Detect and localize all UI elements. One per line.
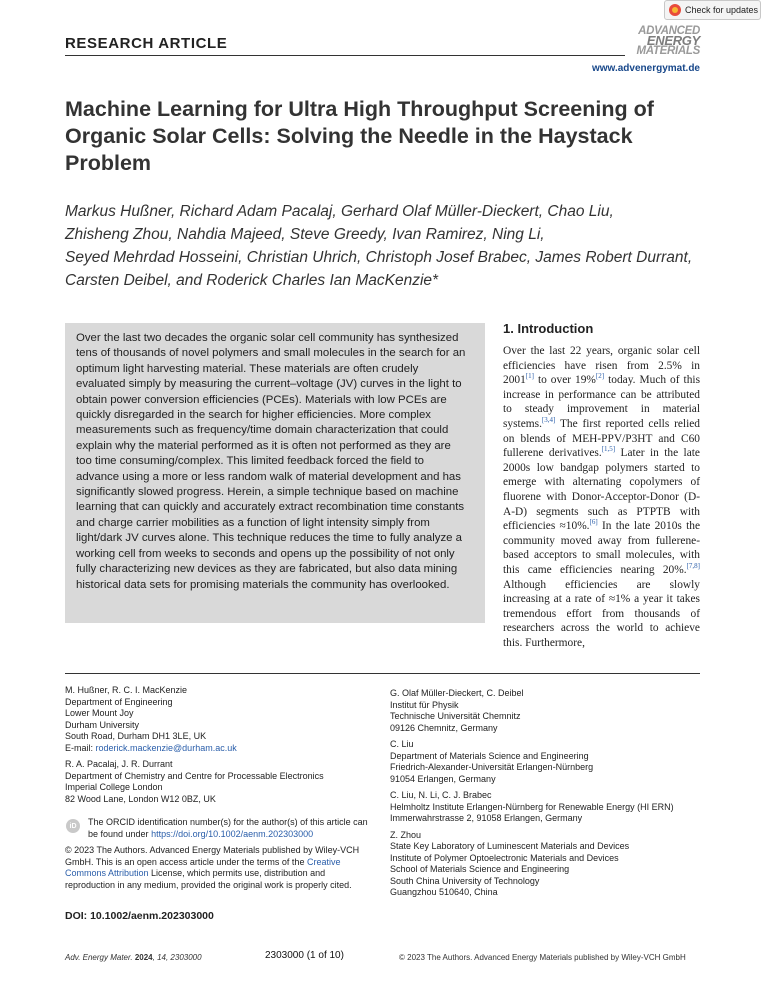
journal-url-link[interactable]: www.advenergymat.de	[592, 63, 700, 74]
abstract-line: quickly disregarded in the search for higher efficiencies. More complex	[76, 409, 431, 422]
abstract-line: too time consuming/complex. This limited feedback forced the field to	[76, 455, 425, 468]
introduction-heading: 1. Introduction	[503, 321, 594, 336]
affiliation-line	[65, 708, 324, 720]
affiliation-text: State Key Laboratory of Luminescent Materials and Devices	[390, 841, 630, 851]
affiliation-text: Lower Mount Joy	[65, 708, 134, 718]
affiliation-line	[65, 743, 324, 755]
abstract-line: evaluated simply by measuring the current–voltage (JV) curves in the light to	[76, 378, 462, 391]
footer-rights: © 2023 The Authors. Advanced Energy Materials published by Wiley-VCH GmbH	[399, 953, 686, 962]
author-line: Seyed Mehrdad Hosseini, Christian Uhrich, Christoph Josef Brabec, James Robert Durrant,	[65, 249, 693, 266]
affiliations-right	[390, 688, 674, 899]
affiliation-line	[390, 864, 674, 876]
affiliation-text: Department of Engineering	[65, 696, 173, 707]
introduction-text	[503, 344, 700, 650]
orcid-note	[88, 817, 378, 840]
abstract-line: light/dark JV curves alone. This technique reduces the time to fully analyze a	[76, 532, 463, 545]
affiliation-text: Institute of Polymer Optoelectronic Materials and Devices	[390, 852, 619, 863]
affiliation-line	[65, 782, 324, 794]
author-list	[65, 200, 705, 292]
footer-volume: , 14, 2303000	[152, 953, 202, 962]
affiliation-text: Immerwahrstrasse 2, 91058 Erlangen, Germany	[390, 813, 583, 823]
affiliation-text: South Road, Durham DH1 3LE, UK	[65, 731, 207, 741]
introduction-segment: Although efficiencies are slowly increasing at a rate of ≈1% a year it takes tremendous effort from thousands of researchers across the world to achieve this. Furthermore,	[503, 578, 700, 649]
affiliation-line	[390, 688, 674, 700]
affiliation-text: Institut für Physik	[390, 699, 459, 710]
affiliation-text: C. Liu, N. Li, C. J. Brabec	[390, 790, 492, 800]
affiliation-text: Department of Chemistry and Centre for Processable Electronics	[65, 770, 324, 781]
affiliation-line	[390, 813, 674, 825]
affiliation-line	[65, 720, 324, 732]
affiliation-line	[390, 841, 674, 853]
affiliation-line	[390, 751, 674, 763]
affiliation-block	[65, 759, 324, 805]
affiliation-line	[65, 697, 324, 709]
orcid-note-text: The ORCID identification number(s) for the author(s) of this article can be found under	[88, 817, 368, 839]
affiliation-line	[390, 774, 674, 786]
affiliation-line	[390, 711, 674, 723]
affiliation-text: 82 Wood Lane, London W12 0BZ, UK	[65, 793, 216, 804]
affiliation-text: Z. Zhou	[390, 829, 422, 840]
affiliation-block	[390, 790, 674, 825]
author-line: Carsten Deibel, and Roderick Charles Ian MacKenzie*	[65, 272, 439, 289]
journal-logo	[628, 26, 700, 56]
affiliation-text: M. Hußner, R. C. I. MacKenzie	[65, 685, 188, 695]
affiliation-line	[390, 802, 674, 814]
introduction-segment: to over 19%	[533, 374, 596, 387]
article-type: RESEARCH ARTICLE	[65, 35, 228, 52]
introduction-segment: Later in the late 2000s low bandgap polymers started to emerge with alternating copolymers of fluorene with Donor-Acceptor-Donor (D-A-D) segments such as PTPTB with efficiencies ≈10%.	[503, 447, 700, 533]
introduction-segment: The first reported cells relied on blends of MEH-PPV/P3HT and C60 fullerene derivatives.	[503, 417, 700, 460]
affiliation-text: South China University of Technology	[390, 875, 540, 886]
author-line: Markus Hußner, Richard Adam Pacalaj, Gerhard Olaf Müller-Dieckert, Chao Liu,	[65, 203, 614, 220]
abstract-text	[76, 331, 475, 593]
affiliation-block	[65, 685, 324, 754]
affiliation-line	[390, 700, 674, 712]
page-number: 2303000 (1 of 10)	[265, 950, 344, 961]
affiliation-divider	[65, 673, 700, 674]
affiliation-text: E-mail:	[65, 742, 96, 753]
affiliation-line	[390, 853, 674, 865]
journal-logo-line: MATERIALS	[636, 45, 700, 57]
abstract-line: explain why the material performed as it is often not performed as they are	[76, 439, 451, 452]
affiliation-text: Technische Universität Chemnitz	[390, 711, 521, 721]
affiliation-block	[390, 830, 674, 899]
abstract-line: optimum light harvesting material. These materials are often crudely	[76, 362, 419, 375]
affiliation-line	[390, 887, 674, 899]
affiliation-text: 09126 Chemnitz, Germany	[390, 722, 498, 733]
citation-ref[interactable]: [2]	[595, 372, 605, 381]
check-updates-label: Check for updates	[685, 5, 759, 15]
introduction-segment: In the late 2010s the community moved away from fullerene-based acceptors to small molecules, with this came efficiencies nearing 20%.	[503, 520, 700, 576]
abstract-line: historical data sets for promising materials the community has overlooked.	[76, 578, 450, 591]
abstract-box	[65, 323, 485, 623]
abstract-line: advance using a more or less random walk of material development and has	[76, 470, 461, 483]
header-divider	[65, 55, 625, 56]
abstract-line: measurements such as frequency/time domain characterization that could	[76, 424, 449, 437]
affiliation-text: School of Materials Science and Engineering	[390, 864, 570, 874]
abstract-line: obtain power conversion efficiencies (PCEs). Materials with low PCEs are	[76, 393, 447, 406]
copyright-text: © 2023 The Authors. Advanced Energy Materials published by Wiley-VCH GmbH. This is an open access article under the terms of the	[65, 845, 360, 867]
affiliations-left	[65, 685, 324, 805]
abstract-line: Over the last two decades the organic solar cell community has synthesized	[76, 332, 459, 344]
check-for-updates-badge[interactable]	[664, 0, 761, 20]
affiliation-text: 91054 Erlangen, Germany	[390, 773, 496, 784]
affiliation-block	[390, 739, 674, 785]
abstract-line: significantly slowed progress. Herein, a simple technique based on machine	[76, 486, 459, 499]
citation-ref[interactable]: [3,4]	[541, 416, 556, 425]
affiliation-text: Guangzhou 510640, China	[390, 887, 498, 897]
affiliation-line	[65, 759, 324, 771]
copyright-text-end: License, which permits use, distribution and reproduction in any medium, provided the original work is properly cited.	[65, 868, 352, 890]
affiliation-line	[390, 762, 674, 774]
affiliation-text: R. A. Pacalaj, J. R. Durrant	[65, 759, 173, 769]
affiliation-text: C. Liu	[390, 739, 414, 749]
citation-ref[interactable]: [1,5]	[601, 445, 616, 454]
abstract-line: fully characterizing new devices as they are fabricated, but also data mining	[76, 563, 458, 576]
affiliation-line	[390, 876, 674, 888]
email-link[interactable]: roderick.mackenzie@durham.ac.uk	[95, 742, 237, 753]
affiliation-block	[390, 688, 674, 734]
citation-ref[interactable]: [6]	[589, 518, 598, 527]
update-badge-icon	[669, 4, 681, 16]
affiliation-text: G. Olaf Müller-Dieckert, C. Deibel	[390, 688, 524, 698]
orcid-icon: iD	[66, 819, 80, 833]
doi-label[interactable]: DOI: 10.1002/aenm.202303000	[65, 910, 214, 922]
affiliation-text: Department of Materials Science and Engineering	[390, 750, 589, 761]
introduction-segment: Over the last 22 years, organic solar cell efficiencies have risen from 2.5% in 2001	[503, 345, 700, 387]
affiliation-text: Helmholtz Institute Erlangen-Nürnberg for Renewable Energy (HI ERN)	[390, 801, 674, 812]
article-title: Machine Learning for Ultra High Throughput Screening of Organic Solar Cells: Solving the Needle in the Haystack Problem	[65, 97, 654, 175]
affiliation-text: Friedrich-Alexander-Universität Erlangen-Nürnberg	[390, 762, 594, 772]
author-line: Zhisheng Zhou, Nahdia Majeed, Steve Greedy, Ivan Ramirez, Ning Li,	[65, 226, 545, 243]
affiliation-text: Imperial College London	[65, 782, 163, 792]
orcid-link[interactable]: https://doi.org/10.1002/aenm.202303000	[151, 828, 314, 839]
license-link[interactable]: Creative Commons Attribution	[65, 856, 341, 878]
introduction-segment: today. Much of this increase in performance can be attributed to steady improvement in material systems.	[503, 374, 700, 430]
abstract-line: tens of thousands of novel polymers and small molecules in the search for an	[76, 347, 466, 360]
affiliation-line	[390, 790, 674, 802]
journal-logo-line: ENERGY	[646, 33, 700, 48]
affiliation-line	[65, 771, 324, 783]
affiliation-line	[390, 830, 674, 842]
affiliation-line	[65, 685, 324, 697]
copyright-notice	[65, 845, 375, 891]
abstract-line: learning that can quickly and accurately extract recombination time constants	[76, 501, 465, 514]
journal-logo-line: ADVANCED	[638, 25, 700, 37]
affiliation-line	[390, 739, 674, 751]
affiliation-line	[65, 731, 324, 743]
abstract-line: working cell from weeks to seconds and opens up the possibility of not only	[76, 547, 455, 560]
affiliation-text: Durham University	[65, 719, 140, 730]
citation-ref[interactable]: [1]	[525, 372, 534, 381]
footer-year: 2024	[134, 953, 153, 962]
footer-journal: Adv. Energy Mater.	[65, 953, 133, 962]
abstract-line: and charge carrier mobilities as a function of light intensity simply from	[76, 516, 430, 529]
affiliation-line	[390, 723, 674, 735]
affiliation-line	[65, 794, 324, 806]
footer-citation	[65, 953, 202, 962]
citation-ref[interactable]: [7,8]	[686, 562, 700, 571]
